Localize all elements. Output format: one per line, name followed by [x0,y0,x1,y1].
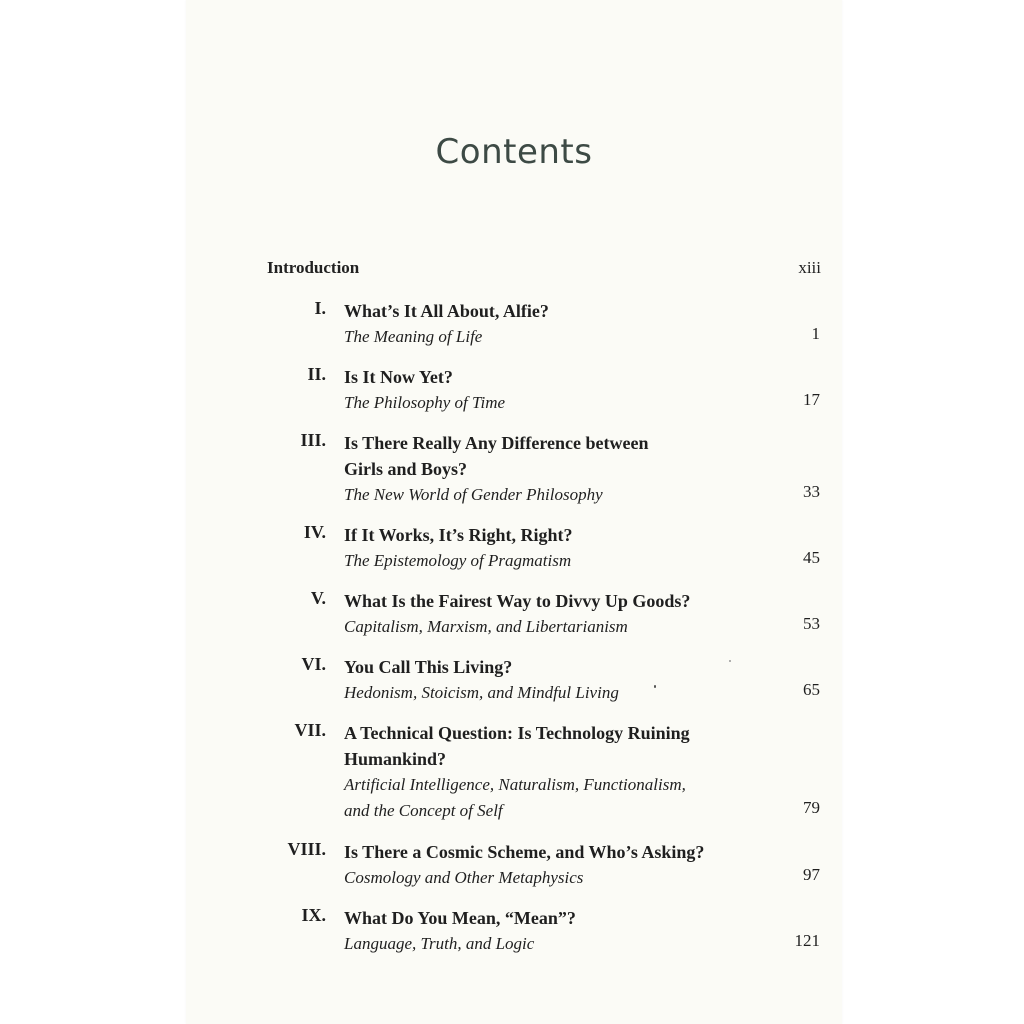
chapter-heading-continued: Humankind? [344,749,447,769]
chapter-numeral: VIII. [287,839,326,859]
chapter-heading-continued: Girls and Boys? [344,459,468,479]
chapter-subtitle: Hedonism, Stoicism, and Mindful Living [344,683,619,702]
chapter-subtitle: Capitalism, Marxism, and Libertarianism [344,617,628,636]
chapter-heading: What Do You Mean, “Mean”? [344,908,576,928]
introduction-label: Introduction [267,258,360,277]
chapter-body [344,905,764,957]
chapter-numeral: VII. [294,720,326,740]
chapter-heading: What Is the Fairest Way to Divvy Up Goods? [344,591,691,611]
chapter-numeral: II. [307,364,326,384]
chapter-page-number: 17 [803,390,820,409]
chapter-heading: Is There a Cosmic Scheme, and Who’s Asking? [344,842,705,862]
chapter-body [344,839,764,891]
chapter-heading: What’s It All About, Alfie? [344,301,549,321]
ink-speck [654,685,656,688]
chapter-page-number: 65 [803,680,820,699]
chapter-body [344,364,764,416]
introduction-page-number: xiii [798,258,821,277]
chapter-subtitle: Artificial Intelligence, Naturalism, Functionalism, [344,775,686,794]
chapter-page-number: 45 [803,548,820,567]
chapter-body [344,522,764,574]
chapter-heading: You Call This Living? [344,657,513,677]
chapter-numeral: IV. [303,522,326,542]
chapter-subtitle: The Philosophy of Time [344,393,506,412]
page-title: Contents [435,132,593,172]
chapter-page-number: 79 [803,798,820,817]
chapter-subtitle: The Meaning of Life [344,327,483,346]
chapter-subtitle: The Epistemology of Pragmatism [344,551,572,570]
chapter-page-number: 97 [803,865,820,884]
chapter-body [344,588,764,640]
chapter-page-number: 33 [803,482,820,501]
chapter-heading: Is There Really Any Difference between [344,433,649,453]
chapter-heading: Is It Now Yet? [344,367,453,387]
chapter-heading: A Technical Question: Is Technology Ruining [344,723,690,743]
chapter-page-number: 1 [811,324,820,343]
chapter-numeral: I. [314,298,326,318]
chapter-numeral: IX. [301,905,326,925]
chapter-body [344,720,764,824]
chapter-numeral: V. [310,588,326,608]
book-page [186,0,842,1024]
chapter-page-number: 121 [794,931,820,950]
chapter-heading: If It Works, It’s Right, Right? [344,525,573,545]
chapter-subtitle: Language, Truth, and Logic [344,934,535,953]
chapter-body [344,654,764,706]
chapter-numeral: VI. [301,654,326,674]
chapter-subtitle: The New World of Gender Philosophy [344,485,603,504]
chapter-body [344,298,764,350]
chapter-subtitle-continued: and the Concept of Self [344,801,503,820]
chapter-subtitle: Cosmology and Other Metaphysics [344,868,584,887]
chapter-body [344,430,764,508]
chapter-page-number: 53 [803,614,820,633]
chapter-numeral: III. [300,430,326,450]
ink-speck [729,660,731,662]
